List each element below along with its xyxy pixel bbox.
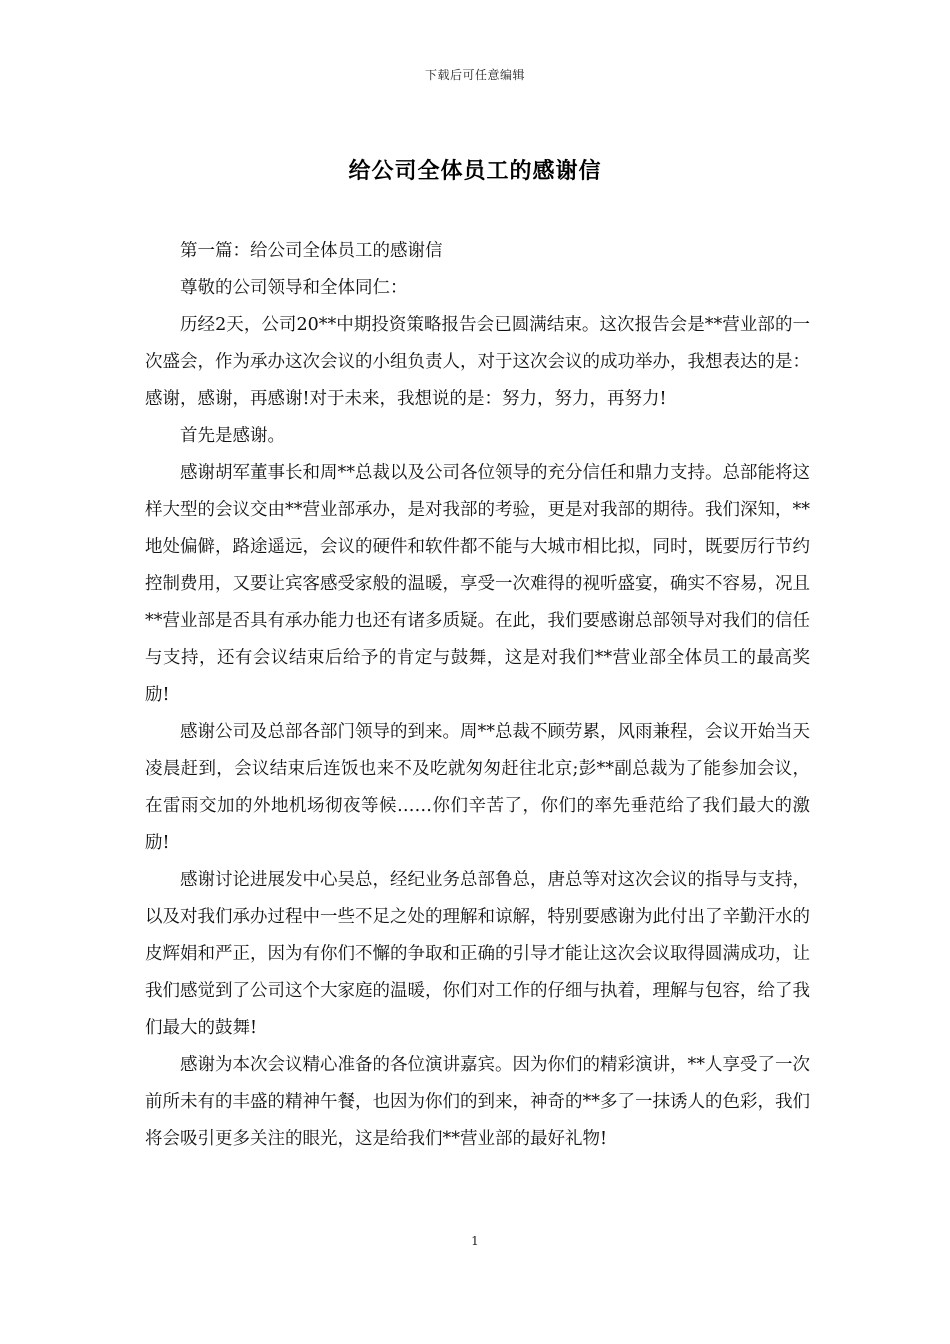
paragraph: 历经2天，公司20**中期投资策略报告会已圆满结束。这次报告会是**营业部的一次盛会，作为承办这次会议的小组负责人，对于这次会议的成功举办，我想表达的是：感谢，感谢，再感谢!对于未来，我想说的是：努力，努力，再努力! — [145, 315, 810, 409]
page-header-note: 下载后可任意编辑 — [424, 68, 525, 82]
paragraph: 首先是感谢。 — [180, 426, 285, 446]
paragraph: 感谢公司及总部各部门领导的到来。周**总裁不顾劳累，风雨兼程，会议开始当天凌晨赶到，会议结束后连饭也来不及吃就匆匆赶往北京;彭**副总裁为了能参加会议，在雷雨交加的外地机场彻夜等候……你们辛苦了，你们的率先垂范给了我们最大的激励! — [145, 722, 810, 853]
paragraph: 感谢为本次会议精心准备的各位演讲嘉宾。因为你们的精彩演讲，**人享受了一次前所未有的丰盛的精神午餐，也因为你们的到来，神奇的**多了一抹诱人的色彩，我们将会吸引更多关注的眼光，这是给我们**营业部的最好礼物! — [145, 1055, 810, 1149]
salutation: 尊敬的公司领导和全体同仁： — [180, 278, 408, 298]
document-body — [145, 233, 810, 1158]
paragraph: 感谢讨论进展发中心吴总，经纪业务总部鲁总，唐总等对这次会议的指导与支持，以及对我们承办过程中一些不足之处的理解和谅解，特别要感谢为此付出了辛勤汗水的皮辉娟和严正，因为有你们不懈的争取和正确的引导才能让这次会议取得圆满成功，让我们感觉到了公司这个大家庭的温暖，你们对工作的仔细与执着，理解与包容，给了我们最大的鼓舞! — [145, 870, 810, 1038]
document-title: 给公司全体员工的感谢信 — [348, 158, 602, 184]
paragraph: 感谢胡军董事长和周**总裁以及公司各位领导的充分信任和鼎力支持。总部能将这样大型的会议交由**营业部承办，是对我部的考验，更是对我部的期待。我们深知，**地处偏僻，路途遥远，会议的硬件和软件都不能与大城市相比拟，同时，既要厉行节约控制费用，又要让宾客感受家般的温暖，享受一次难得的视听盛宴，确实不容易，况且**营业部是否具有承办能力也还有诸多质疑。在此，我们要感谢总部领导对我们的信任与支持，还有会议结束后给予的肯定与鼓舞，这是对我们**营业部全体员工的最高奖励! — [145, 463, 810, 705]
page-number: 1 — [471, 1234, 479, 1248]
section-heading: 第一篇：给公司全体员工的感谢信 — [180, 241, 443, 261]
